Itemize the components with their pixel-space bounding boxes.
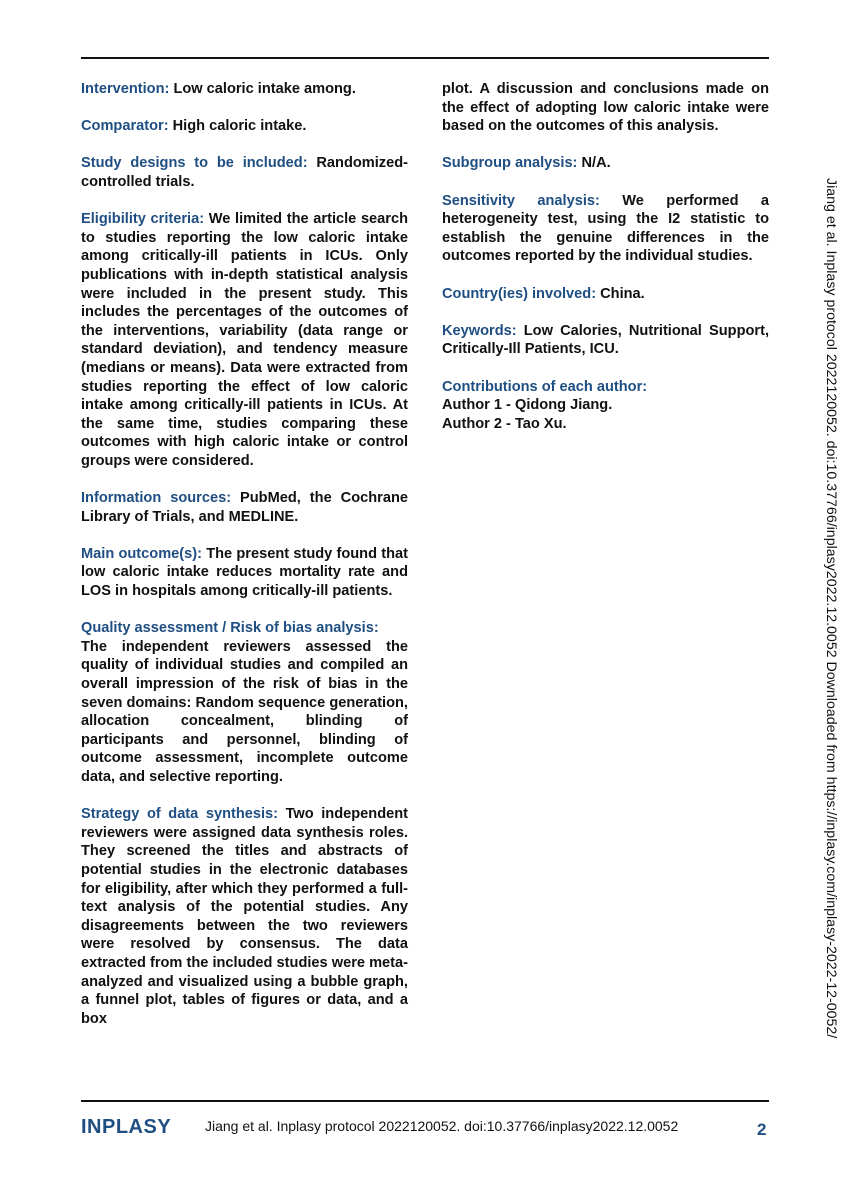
section-text: High caloric intake.	[172, 118, 307, 135]
section-information-sources	[81, 489, 408, 526]
section-main-outcomes	[81, 545, 408, 601]
section-text: Two independent reviewers were assigned data synthesis roles. They screened the titles and abstracts of potential studies in the electronic databases for eligibility, after which they performed a full-text analysis of the potential studies. Any disagreements between the two reviewers were resolved by consensus. The data extracted from the included studies were meta-analyzed and visualized using a bubble graph, a funnel plot, tables of figures or data, and a box	[81, 806, 408, 1027]
section-eligibility-criteria	[81, 210, 408, 470]
section-keywords	[442, 322, 769, 359]
section-text: Randomized-controlled trials.	[81, 155, 408, 190]
section-label: Quality assessment / Risk of bias analysis:	[81, 620, 379, 637]
section-label: Main outcome(s):	[81, 545, 202, 562]
section-quality-assessment	[81, 619, 408, 786]
section-comparator	[81, 117, 408, 136]
author-item: Author 2 - Tao Xu.	[442, 415, 567, 432]
section-label: Keywords:	[442, 322, 517, 339]
page-number: 2	[757, 1120, 767, 1139]
side-download-note: Jiang et al. Inplasy protocol 2022120052. doi:10.37766/inplasy2022.12.0052 Downloaded from https://inplasy.com/inplasy-2022-12-0052/	[823, 178, 839, 1039]
section-text: The present study found that low caloric intake reduces mortality rate and LOS in hospitals among critically-ill patients.	[81, 545, 408, 600]
right-column	[442, 80, 769, 452]
section-text: N/A.	[581, 155, 611, 172]
section-label: Strategy of data synthesis:	[81, 806, 279, 823]
section-text: We limited the article search to studies reporting the low caloric intake among critically-ill patients in ICUs. Only publications with in-depth statistical analysis were included in the present study. This includes the percentages of the outcomes of the interventions, variability (data range or standard deviation), and tendency measure (medians or means). Data were extracted from studies reporting the effect of low caloric intake among critically-ill patients in ICUs. At the same time, studies comparing these outcomes with high caloric intake or control groups were considered.	[81, 211, 409, 469]
section-sensitivity-analysis	[442, 192, 769, 266]
section-label: Sensitivity analysis:	[442, 192, 600, 209]
author-item: Author 1 - Qidong Jiang.	[442, 397, 613, 414]
section-subgroup-analysis	[442, 154, 769, 173]
section-countries-involved	[442, 285, 769, 304]
section-text: The independent reviewers assessed the quality of individual studies and compiled an overall impression of the risk of bias in the seven domains: Random sequence generation, allocation concealment, blinding of participants and personnel, blinding of outcome assessment, incomplete outcome data, and selective reporting.	[81, 638, 408, 785]
section-label: Information sources:	[81, 490, 232, 507]
section-study-designs	[81, 154, 408, 191]
section-intervention	[81, 80, 408, 99]
left-column	[81, 80, 408, 1047]
footer-brand: INPLASY	[81, 1116, 172, 1138]
section-label: Study designs to be included:	[81, 155, 308, 172]
section-text: Low Calories, Nutritional Support, Critically-Ill Patients, ICU.	[442, 322, 769, 358]
section-data-synthesis	[81, 805, 408, 1028]
section-label: Comparator:	[81, 118, 169, 135]
bottom-rule	[81, 1100, 769, 1102]
section-label: Subgroup analysis:	[442, 155, 578, 172]
section-text: PubMed, the Cochrane Library of Trials, and MEDLINE.	[81, 490, 408, 525]
section-text: China.	[600, 285, 645, 302]
section-contributions	[442, 378, 769, 434]
section-label: Contributions of each author:	[442, 378, 648, 395]
section-text: We performed a heterogeneity test, using the I2 statistic to establish the genuine differences in the outcomes reported by the individual studies.	[442, 192, 769, 265]
data-synthesis-continuation: plot. A discussion and conclusions made on the effect of adopting low caloric intake were based on the outcomes of this analysis.	[442, 81, 769, 135]
section-label: Eligibility criteria:	[81, 211, 205, 228]
footer-citation: Jiang et al. Inplasy protocol 2022120052. doi:10.37766/inplasy2022.12.0052	[205, 1118, 679, 1134]
section-label: Country(ies) involved:	[442, 285, 597, 302]
top-rule	[81, 57, 769, 59]
section-label: Intervention:	[81, 81, 170, 97]
section-text: Low caloric intake among.	[173, 81, 356, 97]
